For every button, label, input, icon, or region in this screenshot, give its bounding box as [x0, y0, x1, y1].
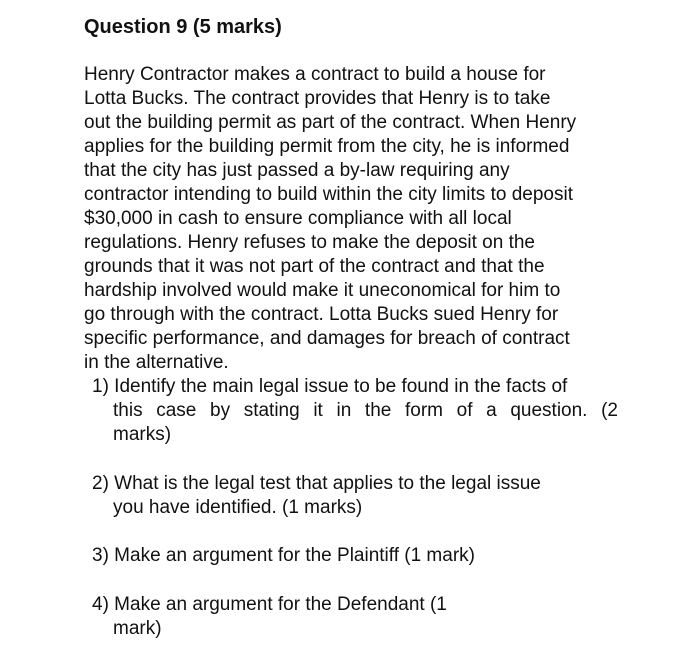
paragraph-line: regulations. Henry refuses to make the deposit on the — [84, 232, 535, 253]
paragraph-line: Lotta Bucks. The contract provides that Henry is to take — [84, 88, 551, 109]
paragraph-line: grounds that it was not part of the contract and that the — [84, 256, 545, 277]
question-title: Question 9 (5 marks) — [84, 16, 282, 38]
paragraph-line: go through with the contract. Lotta Bucks sued Henry for — [84, 304, 559, 325]
sub-question-line: 4) Make an argument for the Defendant (1 — [92, 594, 447, 615]
paragraph-line: Henry Contractor makes a contract to build a house for — [84, 64, 546, 85]
sub-question-line: 1) Identify the main legal issue to be found in the facts of — [92, 376, 568, 397]
sub-question-4 — [92, 593, 447, 641]
sub-question-3 — [92, 544, 475, 568]
sub-question-line: this case by stating it in the form of a question. (2 — [113, 400, 618, 421]
sub-question-line: mark) — [113, 618, 162, 639]
paragraph-line: hardship involved would make it uneconomical for him to — [84, 280, 561, 301]
paragraph-line: contractor intending to build within the city limits to deposit — [84, 184, 573, 205]
paragraph-line: that the city has just passed a by-law requiring any — [84, 160, 510, 181]
paragraph-line: in the alternative. — [84, 352, 229, 373]
sub-question-2 — [92, 472, 541, 520]
paragraph-line: $30,000 in cash to ensure compliance with all local — [84, 208, 512, 229]
paragraph-line: out the building permit as part of the contract. When Henry — [84, 112, 577, 133]
sub-question-1 — [92, 375, 618, 447]
scenario-paragraph — [84, 63, 644, 375]
sub-question-line: marks) — [113, 424, 172, 445]
paragraph-line: specific performance, and damages for breach of contract — [84, 328, 570, 349]
sub-question-line: 2) What is the legal test that applies to the legal issue — [92, 473, 541, 494]
sub-question-line: you have identified. (1 marks) — [113, 497, 363, 518]
paragraph-line: applies for the building permit from the city, he is informed — [84, 136, 570, 157]
sub-question-line: 3) Make an argument for the Plaintiff (1 mark) — [92, 545, 475, 566]
